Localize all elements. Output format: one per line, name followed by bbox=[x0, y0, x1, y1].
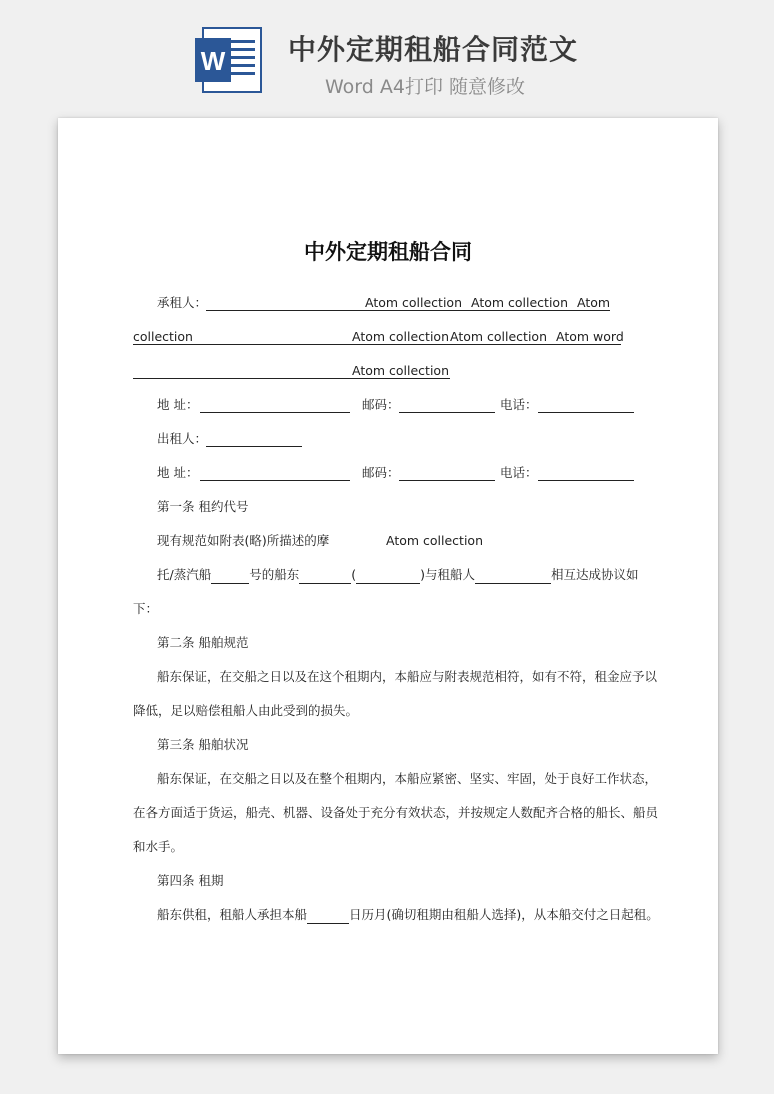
phone-label: 电话： bbox=[500, 465, 538, 480]
article-4-title: 第四条 租期 bbox=[157, 873, 224, 888]
lessee-label: 承租人： bbox=[157, 295, 208, 310]
article-4-text bbox=[157, 906, 659, 924]
article-4-text-part: 船东供租，租船人承担本船 bbox=[157, 907, 308, 922]
header bbox=[0, 0, 774, 110]
postcode-label: 邮码： bbox=[362, 465, 400, 480]
postcode-label: 邮码： bbox=[362, 397, 400, 412]
filler-text: Atom collection bbox=[352, 329, 450, 344]
article-1-text-part: 号的船东 bbox=[249, 567, 300, 582]
article-4-text-part: 日历月(确切租期由租船人选择)，从本船交付之日起租。 bbox=[349, 907, 659, 922]
article-1-text: 现有规范如附表(略)所描述的摩 bbox=[157, 533, 330, 548]
phone-label: 电话： bbox=[500, 397, 538, 412]
address-field[interactable] bbox=[200, 480, 350, 481]
word-icon-letter: W bbox=[200, 46, 226, 76]
filler-text: Atom collection bbox=[352, 363, 450, 378]
blank-field[interactable] bbox=[307, 908, 349, 924]
article-2-text: 降低，足以赔偿租船人由此受到的损失。 bbox=[133, 703, 359, 718]
article-1-title: 第一条 租约代号 bbox=[157, 499, 249, 514]
document-title: 中外定期租船合同 bbox=[304, 240, 472, 264]
page-title: 中外定期租船合同范文 bbox=[288, 33, 579, 66]
lessor-label: 出租人： bbox=[157, 431, 208, 446]
article-1-text bbox=[157, 566, 639, 584]
article-3-text: 在各方面适于货运，船壳、机器、设备处于充分有效状态，并按规定人数配齐合格的船长、船员 bbox=[133, 805, 659, 820]
article-1-text-part: ( bbox=[351, 567, 357, 582]
filler-text: Atom collection bbox=[365, 295, 463, 310]
blank-field[interactable] bbox=[299, 568, 351, 584]
phone-field[interactable] bbox=[538, 480, 634, 481]
article-3-text: 船东保证，在交船之日以及在整个租期内，本船应紧密、坚实、牢固，处于良好工作状态， bbox=[157, 771, 658, 786]
postcode-field[interactable] bbox=[399, 412, 495, 413]
article-1-text-part: )与租船人 bbox=[420, 567, 476, 582]
filler-text: Atom collection bbox=[386, 533, 484, 548]
article-1-text-part: 托/蒸汽船 bbox=[157, 567, 212, 582]
article-2-title: 第二条 船舶规范 bbox=[157, 635, 249, 650]
article-3-text: 和水手。 bbox=[133, 839, 184, 854]
blank-field[interactable] bbox=[211, 568, 249, 584]
document-page bbox=[58, 118, 718, 1054]
filler-text: Atom collection bbox=[450, 329, 548, 344]
filler-text: Atom word bbox=[556, 329, 624, 344]
phone-field[interactable] bbox=[538, 412, 634, 413]
blank-field[interactable] bbox=[475, 568, 551, 584]
article-1-text: 下： bbox=[133, 601, 159, 616]
filler-text: collection bbox=[133, 329, 193, 344]
filler-text: Atom collection bbox=[471, 295, 569, 310]
address-field[interactable] bbox=[200, 412, 350, 413]
article-1-text-part: 相互达成协议如 bbox=[551, 567, 639, 582]
filler-text: Atom bbox=[577, 295, 611, 310]
address-label: 地 址： bbox=[157, 465, 199, 480]
lessor-field[interactable] bbox=[206, 446, 302, 447]
article-2-text: 船东保证，在交船之日以及在这个租期内，本船应与附表规范相符，如有不符，租金应予以 bbox=[157, 669, 658, 684]
address-label: 地 址： bbox=[157, 397, 199, 412]
word-icon bbox=[193, 24, 265, 96]
blank-field[interactable] bbox=[356, 568, 420, 584]
page-subtitle: Word A4打印 随意修改 bbox=[325, 76, 526, 98]
article-3-title: 第三条 船舶状况 bbox=[157, 737, 249, 752]
postcode-field[interactable] bbox=[399, 480, 495, 481]
